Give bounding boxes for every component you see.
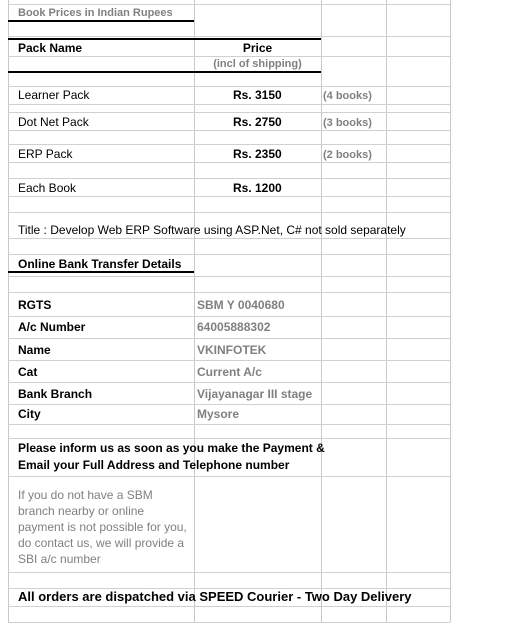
grid-row-line <box>8 238 450 239</box>
grid-row-line <box>8 178 450 179</box>
pack-books: (2 books) <box>323 149 372 161</box>
grid-row-line <box>8 104 450 105</box>
title-note: Title : Develop Web ERP Software using ASP.Net, C# not sold separately <box>18 223 406 237</box>
grid-col-line <box>386 0 387 622</box>
grid-row-line <box>8 212 450 213</box>
grid-row-line <box>8 36 450 37</box>
price-note: (incl of shipping) <box>213 58 302 70</box>
grid-row-line <box>8 112 450 113</box>
bank-label: City <box>18 407 41 421</box>
bank-label: Bank Branch <box>18 387 93 401</box>
pack-books: (4 books) <box>323 90 372 102</box>
grid-row-line <box>8 382 450 383</box>
bank-label: Name <box>18 343 51 357</box>
grid-row-line <box>8 316 450 317</box>
grid-row-line <box>8 360 450 361</box>
bank-label: RGTS <box>18 298 52 312</box>
header-bottom-border <box>8 71 321 73</box>
bank-value: Mysore <box>197 407 240 421</box>
grid-row-line <box>8 438 450 439</box>
header-top-border <box>8 38 321 40</box>
title-underline <box>8 20 194 22</box>
inform-line-2: Email your Full Address and Telephone number <box>18 458 290 472</box>
bank-label: A/c Number <box>18 320 86 334</box>
grid-col-line <box>450 0 451 622</box>
grid-row-line <box>8 254 450 255</box>
pack-name: Dot Net Pack <box>18 115 89 129</box>
pack-price: Rs. 1200 <box>233 181 282 195</box>
pack-price: Rs. 2750 <box>233 115 282 129</box>
grid-row-line <box>8 4 450 5</box>
grid-row-line <box>8 476 450 477</box>
pack-name: ERP Pack <box>18 147 73 161</box>
inform-line-1: Please inform us as soon as you make the Payment & <box>18 441 325 455</box>
column-header-pack-name: Pack Name <box>18 41 83 55</box>
grid-row-line <box>8 424 450 425</box>
pack-books: (3 books) <box>323 117 372 129</box>
delivery-note: All orders are dispatched via SPEED Courier - Two Day Delivery <box>18 589 412 604</box>
grid-col-line <box>194 0 195 622</box>
grid-row-line <box>8 572 450 573</box>
bank-value: VKINFOTEK <box>197 343 267 357</box>
bank-label: Cat <box>18 365 38 379</box>
bank-value: SBM Y 0040680 <box>197 298 285 312</box>
grid-row-line <box>8 338 450 339</box>
column-header-price: Price <box>242 41 273 55</box>
grid-row-line <box>8 86 450 87</box>
pack-price: Rs. 2350 <box>233 147 282 161</box>
grid-row-line <box>8 162 450 163</box>
grid-row-line <box>8 130 450 131</box>
grid-row-line <box>8 622 450 623</box>
pack-price: Rs. 3150 <box>233 88 282 102</box>
grid-row-line <box>8 404 450 405</box>
bank-heading: Online Bank Transfer Details <box>18 257 182 271</box>
bank-value: Current A/c <box>197 365 262 379</box>
grid-row-line <box>8 276 450 277</box>
grid-row-line <box>8 196 450 197</box>
grid-col-line <box>8 0 9 622</box>
bank-heading-underline <box>8 271 194 273</box>
grid-row-line <box>8 606 450 607</box>
sbi-note: If you do not have a SBM branch nearby or online payment is not possible for you, do contact us, we will provide a SBI a/c number <box>18 488 187 566</box>
grid-col-line <box>321 0 322 622</box>
grid-row-line <box>8 292 450 293</box>
bank-value: 64005888302 <box>197 320 271 334</box>
bank-value: Vijayanagar III stage <box>197 387 313 401</box>
pack-name: Learner Pack <box>18 88 90 102</box>
grid-row-line <box>8 144 450 145</box>
page-title: Book Prices in Indian Rupees <box>18 7 173 19</box>
pack-name: Each Book <box>18 181 77 195</box>
